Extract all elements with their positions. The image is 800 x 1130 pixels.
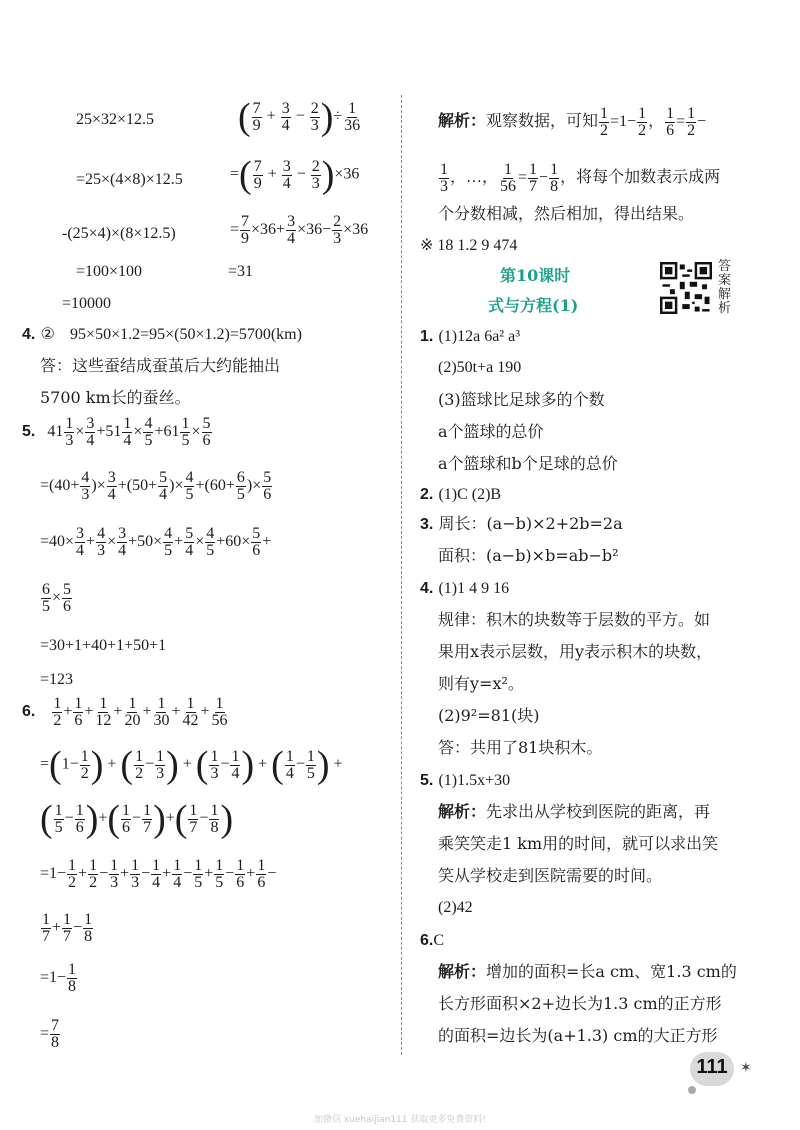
r-q4-c: 果用x表示层数，用y表示积木的块数， xyxy=(438,642,713,661)
r-q6-b: 解析：增加的面积=长a cm、宽1.3 cm的 xyxy=(438,962,737,981)
q4-answer-1: 答：这些蚕结成蚕茧后大约能抽出 xyxy=(40,356,281,375)
q3a-line-2: =25×(4×8)×12.5 xyxy=(76,171,183,188)
r-q1-b: (2)50t+a 190 xyxy=(438,359,522,376)
q5-line-1: 5. 41 $\frac{1}{3}$ × $\frac{3}{4}$ +51 $\frac{1}{4}$ × $\frac{4}{5}$ +61 $\frac{1}{5}$ × $\frac{5}{6}$ xyxy=(22,415,211,449)
r-q6-d: 的面积=边长为(a+1.3) cm的大正方形 xyxy=(438,1026,718,1045)
q6-line-5: $\frac{1}{7}$ + $\frac{1}{7}$ − $\frac{1}{8}$ xyxy=(42,911,93,945)
r-q1-d: a个篮球的总价 xyxy=(438,422,544,441)
column-divider xyxy=(401,95,402,1055)
qr-side-char: 案 xyxy=(718,273,732,288)
lesson-title: 第10课时 xyxy=(500,266,571,285)
q5-line-4: $\frac{6}{5}$ × $\frac{5}{6}$ xyxy=(42,581,72,615)
r-q6-a: 6.C xyxy=(420,932,445,949)
r-q4-e: (2)9²=81(块) xyxy=(438,706,540,725)
r-q5-a: 5. (1)1.5x+30 xyxy=(420,772,511,789)
q3b-line-3: = $\frac{7}{9}$ ×36+ $\frac{3}{4}$ ×36− $\frac{2}{3}$ ×36 xyxy=(230,213,369,247)
qr-side-char: 解 xyxy=(718,287,732,302)
star-icon: ✶ xyxy=(740,1060,752,1076)
analysis-1-line-3: 个分数相减，然后相加，得出结果。 xyxy=(438,204,695,223)
q6-line-7: = $\frac{7}{8}$ xyxy=(40,1017,60,1051)
qr-side-char: 答 xyxy=(718,259,732,274)
r-q6-c: 长方形面积×2+边长为1.3 cm的正方形 xyxy=(438,994,722,1013)
r-q5-b: 解析：先求出从学校到医院的距离，再 xyxy=(438,802,711,821)
r-q1-c: (3)篮球比足球多的个数 xyxy=(438,390,605,409)
q6-line-6: =1− $\frac{1}{8}$ xyxy=(40,961,77,995)
r-q4-d: 则有y=x²。 xyxy=(438,674,524,693)
q3b-line-1: ( $\frac{7}{9}$ + $\frac{3}{4}$ − $\frac{2}{3}$ )÷ $\frac{1}{36}$ xyxy=(238,96,361,138)
qr-side-char: 析 xyxy=(718,301,732,316)
q5-line-2: =(40+ $\frac{4}{3}$ )× $\frac{3}{4}$ +(50+ $\frac{5}{4}$ )× $\frac{4}{5}$ +(60+ $\frac{6}{5}$ )× $\frac{5}{6}$ xyxy=(40,469,272,503)
q6-line-2: =(1− $\frac{1}{2}$ ) + ( $\frac{1}{2}$ − $\frac{1}{3}$ ) + ( $\frac{1}{3}$ − $\frac{1}{4}$ ) + ( $\frac{1}{4}$ − $\frac{1}{5}$ ) + xyxy=(40,744,343,786)
q6-line-1: 6. $\frac{1}{2}$ + $\frac{1}{6}$ + $\frac{1}{12}$ + $\frac{1}{20}$ + $\frac{1}{30}$ + $\frac{1}{42}$ + $\frac{1}{56}$ xyxy=(22,695,228,729)
q3a-line-1: 25×32×12.5 xyxy=(76,111,155,128)
q5-line-6: =123 xyxy=(40,671,74,688)
q5-line-3: =40× $\frac{3}{4}$ + $\frac{4}{3}$ × $\frac{3}{4}$ +50× $\frac{4}{5}$ + $\frac{5}{4}$ × $\frac{4}{5}$ +60× $\frac{5}{6}$ + xyxy=(40,525,272,559)
r-q5-e: (2)42 xyxy=(438,899,473,916)
q3a-line-4: =100×100 xyxy=(76,263,143,280)
footer-watermark: 加微信 xuehaijian111 获取更多免费资料! xyxy=(313,1115,487,1125)
page-number: 111 xyxy=(696,1056,728,1078)
q3a-line-3: -(25×4)×(8×12.5) xyxy=(62,225,176,242)
q4-answer-2: 5700 km长的蚕丝。 xyxy=(40,388,191,407)
r-q5-d: 笑从学校走到医院需要的时间。 xyxy=(438,866,663,885)
q3a-line-5: =10000 xyxy=(62,295,112,312)
r-q1-e: a个篮球和b个足球的总价 xyxy=(438,454,618,473)
r-q1-a: 1. (1)12a 6a² a³ xyxy=(420,328,520,345)
r-q5-c: 乘笑笑走1 km用的时间，就可以求出笑 xyxy=(438,834,719,853)
q6-line-3: ( $\frac{1}{5}$ − $\frac{1}{6}$ )+( $\frac{1}{6}$ − $\frac{1}{7}$ )+( $\frac{1}{7}$ − $\frac{1}{8}$ ) xyxy=(40,798,234,840)
q3b-line-2: =( $\frac{7}{9}$ + $\frac{3}{4}$ − $\frac{2}{3}$ )×36 xyxy=(230,154,360,196)
q6-line-4: =1− $\frac{1}{2}$ + $\frac{1}{2}$ − $\frac{1}{3}$ + $\frac{1}{3}$ − $\frac{1}{4}$ + $\frac{1}{4}$ − $\frac{1}{5}$ + $\frac{1}{5}$ − $\frac{1}{6}$ + $\frac{1}{6}$ − xyxy=(40,857,277,891)
r-q4-a: 4. (1)1 4 9 16 xyxy=(420,580,510,597)
r-q2: 2. (1)C (2)B xyxy=(420,486,502,503)
q5-line-5: =30+1+40+1+50+1 xyxy=(40,637,167,654)
analysis-1-line-1: 解析：观察数据，可知 $\frac{1}{2}$ =1− $\frac{1}{2}$ ， $\frac{1}{6}$ = $\frac{1}{2}$ − xyxy=(438,105,707,139)
extra-answers: ※ 18 1.2 9 474 xyxy=(420,237,518,254)
r-q3-b: 面积：(a−b)×b=ab−b² xyxy=(438,546,619,565)
r-q3-a: 3. 周长：(a−b)×2+2b=2a xyxy=(420,514,623,533)
decorative-dot xyxy=(688,1086,696,1094)
r-q4-f: 答：共用了81块积木。 xyxy=(438,738,603,757)
qr-code-icon[interactable] xyxy=(660,262,712,314)
q4-header: 4. ② 95×50×1.2=95×(50×1.2)=5700(km) xyxy=(22,324,302,343)
q3b-line-4: =31 xyxy=(228,263,254,280)
analysis-1-line-2: $\frac{1}{3}$ ，…， $\frac{1}{56}$ = $\frac{1}{7}$ − $\frac{1}{8}$ ，将每个加数表示成两 xyxy=(440,161,721,195)
lesson-subtitle: 式与方程(1) xyxy=(488,296,579,315)
qr-side-label xyxy=(718,260,736,316)
r-q4-b: 规律：积木的块数等于层数的平方。如 xyxy=(438,610,711,629)
